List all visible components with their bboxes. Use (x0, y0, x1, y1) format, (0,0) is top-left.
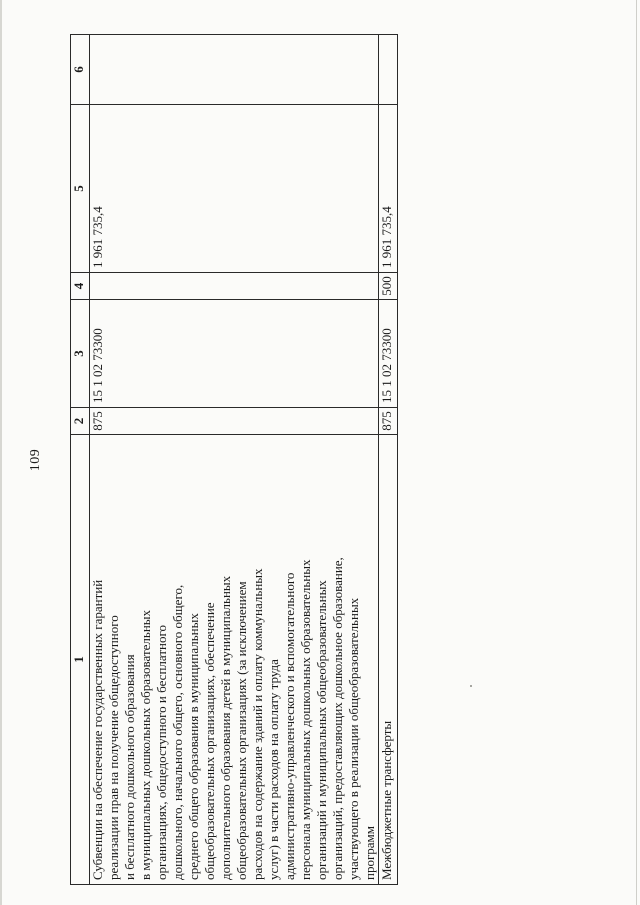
description-line: участвующего в реализации общеобразовательных (346, 597, 361, 880)
cell-col6 (90, 35, 379, 105)
description-line: реализации прав на получение общедоступного (106, 615, 121, 880)
description-line: расходов на содержание зданий и оплату коммунальных (250, 568, 265, 880)
description-line: Субвенции на обеспечение государственных гарантий (90, 579, 105, 880)
table-row (90, 35, 379, 885)
cell-col4: 500 (379, 273, 398, 300)
scan-speck (470, 685, 472, 687)
description-line: услуг) в части расходов на оплату труда (266, 659, 281, 880)
column-header: 4 (71, 273, 90, 300)
description-line: организаций и муниципальных общеобразовательных (314, 580, 329, 880)
cell-col5: 1 961 735,4 (379, 105, 398, 273)
cell-col5: 1 961 735,4 (90, 105, 379, 273)
row-description (90, 435, 379, 885)
description-line: административно-управленческого и вспомогательного (282, 572, 297, 880)
cell-col2: 875 (90, 408, 379, 435)
cell-col3: 15 1 02 73300 (379, 300, 398, 408)
cell-col6 (379, 35, 398, 105)
column-header: 2 (71, 408, 90, 435)
table-header-row (71, 35, 90, 885)
description-line: дополнительного образования детей в муниципальных (218, 575, 233, 880)
column-header: 3 (71, 300, 90, 408)
scan-edge-left (0, 0, 2, 905)
description-line: среднего общего образования в муниципальных (186, 613, 201, 880)
table-row (379, 35, 398, 885)
description-line: общеобразовательных организациях (за исключением (234, 581, 249, 880)
budget-table (70, 34, 398, 885)
row-description: Межбюджетные трансферты (379, 435, 398, 885)
column-header: 5 (71, 105, 90, 273)
description-line: персонала муниципальных дошкольных образовательных (298, 559, 313, 880)
scan-edge-right (636, 0, 637, 905)
description-line: программ (362, 825, 377, 880)
page-number: 109 (28, 448, 43, 472)
rotated-page-content (28, 35, 420, 885)
column-header: 1 (71, 435, 90, 885)
cell-col2: 875 (379, 408, 398, 435)
column-header: 6 (71, 35, 90, 105)
description-line: дошкольного, начального общего, основного общего, (170, 584, 185, 880)
description-line: и бесплатного дошкольного образования (122, 654, 137, 880)
description-line: общеобразовательных организациях, обеспечение (202, 602, 217, 880)
cell-col4 (90, 273, 379, 300)
description-line: организаций, предоставляющих дошкольное образование, (330, 557, 345, 880)
description-line: в муниципальных дошкольных образовательных (138, 609, 153, 880)
cell-col3: 15 1 02 73300 (90, 300, 379, 408)
description-line: организациях, общедоступного и бесплатного (154, 625, 169, 880)
